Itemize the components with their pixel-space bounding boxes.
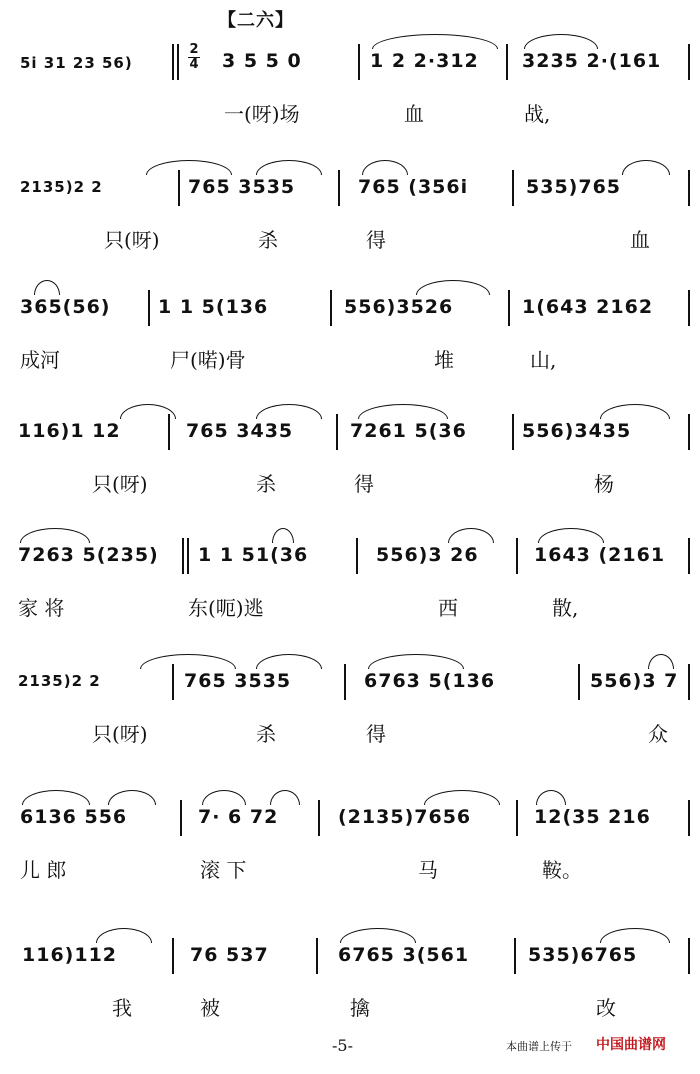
note-segment: 365(56) <box>20 296 111 318</box>
note-segment: 2135)2 2 <box>18 672 101 690</box>
barline <box>187 538 189 574</box>
barline <box>336 414 338 450</box>
note-segment: 1 1 5(136 <box>158 296 269 318</box>
barline <box>688 800 690 836</box>
note-segment: 1 2 2·312 <box>370 50 479 72</box>
lyric: 改 <box>596 996 616 1020</box>
barline <box>506 44 508 80</box>
staff-line-3 <box>0 296 700 426</box>
note-segment: 765 3435 <box>186 420 294 442</box>
barline <box>172 938 174 974</box>
barline <box>512 170 514 206</box>
barline <box>516 538 518 574</box>
note-segment: 6136 556 <box>20 806 128 828</box>
section-mark: 【二六】 <box>218 10 294 31</box>
note-segment: 1(643 2162 <box>522 296 654 318</box>
lyrics-row <box>0 992 700 1022</box>
barline <box>688 664 690 700</box>
lyric: 杨 <box>594 472 614 496</box>
note-segment: 7· 6 72 <box>198 806 279 828</box>
lyric: 东(呃)逃 <box>188 596 264 620</box>
barline <box>512 414 514 450</box>
barline <box>578 664 580 700</box>
notes-row <box>0 42 700 86</box>
staff-line-5 <box>0 544 700 674</box>
lyrics-row <box>0 98 700 128</box>
time-signature <box>188 44 200 71</box>
note-segment: 6763 5(136 <box>364 670 496 692</box>
notes-row <box>0 296 700 332</box>
barline <box>514 938 516 974</box>
lyric: 只(呀) <box>92 722 148 746</box>
lyric: 家 将 <box>18 596 65 620</box>
lyrics-row <box>0 468 700 498</box>
note-segment: 2135)2 2 <box>20 178 103 196</box>
note-segment: 1643 (2161 <box>534 544 666 566</box>
site-logo[interactable]: 中国曲谱网 <box>596 1037 666 1053</box>
barline <box>330 290 332 326</box>
staff-line-1 <box>0 42 700 180</box>
lyric: 一(呀)场 <box>224 102 300 126</box>
staff-line-7 <box>0 806 700 936</box>
lyric: 滚 下 <box>200 858 247 882</box>
lyric: 杀 <box>256 722 276 746</box>
lyric: 我 <box>112 996 132 1020</box>
barline <box>688 938 690 974</box>
page-number: -5- <box>332 1036 353 1055</box>
note-segment: 1 1 51(36 <box>198 544 309 566</box>
notes-row <box>0 670 700 706</box>
lyric: 马 <box>418 858 438 882</box>
barline <box>688 414 690 450</box>
lyric: 鞍。 <box>542 858 582 882</box>
lyric: 血 <box>630 228 650 252</box>
lyric: 只(呀) <box>92 472 148 496</box>
time-signature-bottom: 4 <box>189 57 199 72</box>
barline <box>688 44 690 80</box>
lyric: 儿 郎 <box>20 858 67 882</box>
note-segment: 535)6765 <box>528 944 638 966</box>
barline <box>516 800 518 836</box>
lyrics-row <box>0 224 700 254</box>
staff-line-4 <box>0 420 700 550</box>
lyric: 杀 <box>258 228 278 252</box>
staff-line-2 <box>0 176 700 306</box>
lyrics-row <box>0 592 700 622</box>
lyric: 山, <box>530 348 557 372</box>
notes-row <box>0 806 700 842</box>
note-segment: 6765 3(561 <box>338 944 470 966</box>
notes-row <box>0 944 700 980</box>
note-segment: 556)3435 <box>522 420 632 442</box>
lyric: 得 <box>366 228 386 252</box>
upload-credit: 本曲谱上传于 <box>506 1040 572 1053</box>
barline <box>172 664 174 700</box>
note-segment: 5i 31 23 56) <box>20 54 133 72</box>
note-segment: 535)765 <box>526 176 622 198</box>
lyric: 被 <box>200 996 220 1020</box>
staff-line-6 <box>0 670 700 800</box>
note-segment: 3235 2·(161 <box>522 50 662 72</box>
barline <box>178 170 180 206</box>
time-signature-top: 2 <box>189 42 199 57</box>
note-segment: 556)3 7 <box>590 670 679 692</box>
note-segment: 765 3535 <box>184 670 292 692</box>
barline <box>688 170 690 206</box>
barline <box>688 290 690 326</box>
lyric: 擒 <box>350 996 370 1020</box>
barline <box>318 800 320 836</box>
note-segment: 765 (356i <box>358 176 469 198</box>
lyric: 众 <box>648 722 668 746</box>
note-segment: 7261 5(36 <box>350 420 467 442</box>
notes-row <box>0 544 700 580</box>
barline <box>358 44 360 80</box>
notes-row <box>0 176 700 212</box>
note-segment: 7263 5(235) <box>18 544 159 566</box>
note-segment: 556)3 26 <box>376 544 479 566</box>
barline <box>177 44 179 80</box>
note-segment: 76 537 <box>190 944 269 966</box>
lyric: 西 <box>438 596 458 620</box>
barline <box>316 938 318 974</box>
slur <box>372 34 498 49</box>
lyrics-row <box>0 344 700 374</box>
note-segment: (2135)7656 <box>338 806 472 828</box>
lyric: 堆 <box>434 348 454 372</box>
lyric: 只(呀) <box>104 228 160 252</box>
lyric: 得 <box>366 722 386 746</box>
barline <box>344 664 346 700</box>
lyrics-row <box>0 718 700 748</box>
slur <box>524 34 598 49</box>
barline <box>356 538 358 574</box>
notes-row <box>0 420 700 456</box>
note-segment: 116)112 <box>22 944 118 966</box>
barline <box>182 538 184 574</box>
note-segment: 3 5 5 0 <box>222 50 302 72</box>
lyric: 战, <box>524 102 551 126</box>
barline <box>688 538 690 574</box>
barline <box>338 170 340 206</box>
lyric: 成河 <box>20 348 60 372</box>
lyric: 杀 <box>256 472 276 496</box>
note-segment: 556)3526 <box>344 296 454 318</box>
barline <box>148 290 150 326</box>
barline <box>180 800 182 836</box>
lyric: 血 <box>404 102 424 126</box>
lyric: 得 <box>354 472 374 496</box>
lyric: 尸(喏)骨 <box>170 348 246 372</box>
barline <box>168 414 170 450</box>
barline <box>172 44 174 80</box>
lyrics-row <box>0 854 700 884</box>
lyric: 散, <box>552 596 579 620</box>
note-segment: 12(35 216 <box>534 806 651 828</box>
note-segment: 765 3535 <box>188 176 296 198</box>
note-segment: 116)1 12 <box>18 420 121 442</box>
barline <box>508 290 510 326</box>
